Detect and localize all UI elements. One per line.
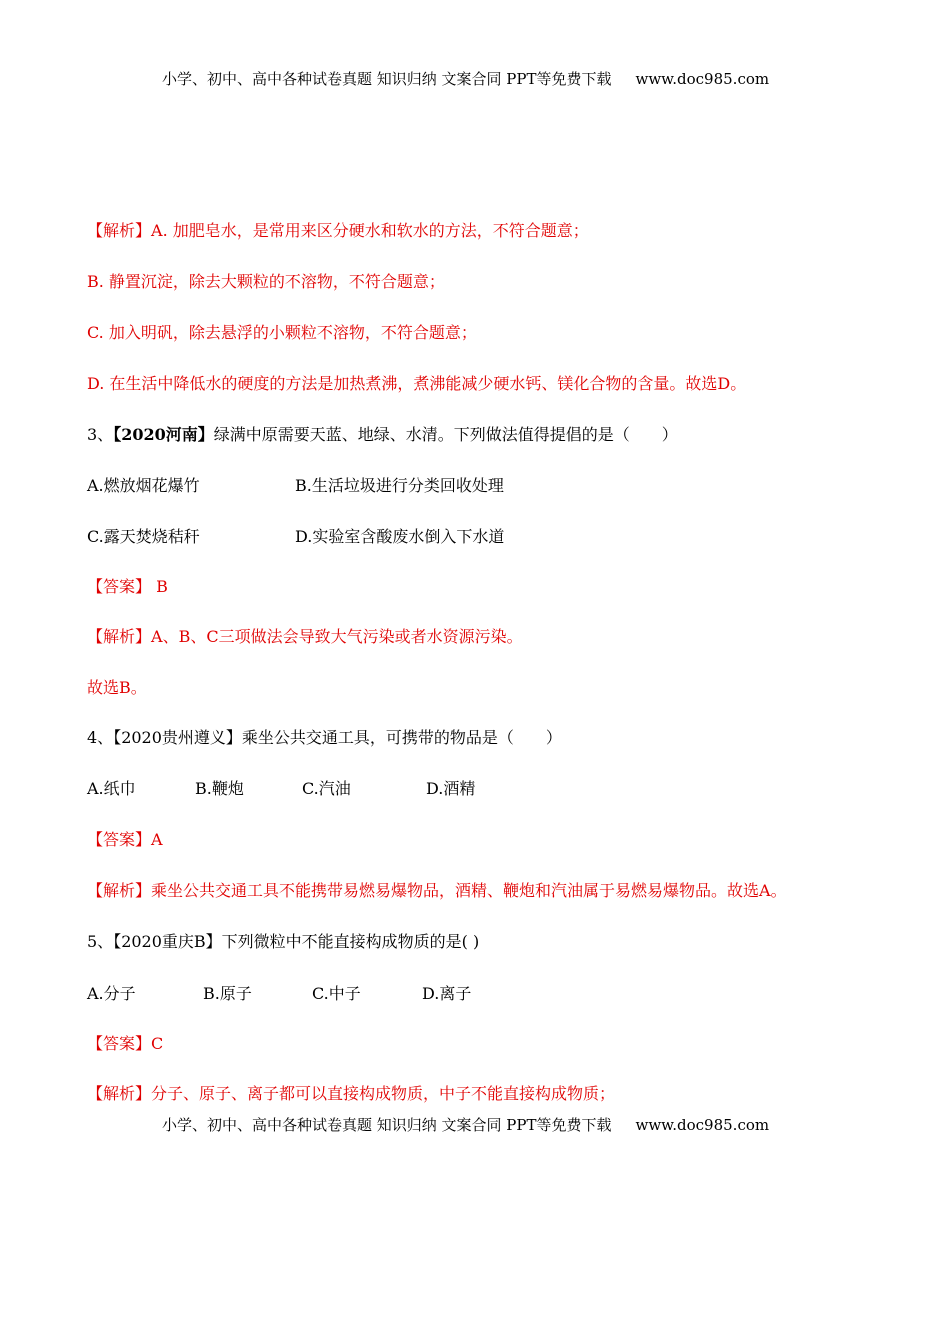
q4-stem: 4、【2020贵州遵义】乘坐公共交通工具，可携带的物品是（ ）	[87, 728, 562, 747]
q3-stem: 3、【2020河南】绿满中原需要天蓝、地绿、水清。下列做法值得提倡的是（ ）	[87, 425, 678, 444]
page-footer	[162, 1115, 769, 1135]
q4-analysis: 【解析】乘坐公共交通工具不能携带易燃易爆物品，酒精、鞭炮和汽油属于易燃易爆物品。故选A。	[87, 881, 787, 900]
q3-answer: 【答案】 B	[87, 577, 168, 596]
q3-source-tag: 【2020河南】	[113, 425, 214, 444]
q3-options-row1	[87, 476, 504, 496]
q4-option-d: D.酒精	[426, 779, 476, 798]
footer-text: 小学、初中、高中各种试卷真题 知识归纳 文案合同 PPT等免费下载	[162, 1116, 612, 1134]
q3-option-a: A.燃放烟花爆竹	[87, 476, 200, 495]
q3-analysis: 【解析】A、B、C三项做法会导致大气污染或者水资源污染。	[87, 627, 523, 646]
q2-analysis-a: 【解析】A. 加肥皂水，是常用来区分硬水和软水的方法，不符合题意；	[87, 221, 589, 240]
q5-stem: 5、【2020重庆B】下列微粒中不能直接构成物质的是( )	[87, 932, 480, 951]
q5-answer: 【答案】C	[87, 1034, 164, 1053]
q2-analysis-b: B. 静置沉淀，除去大颗粒的不溶物，不符合题意；	[87, 272, 445, 291]
q4-source-tag: 【2020贵州遵义】	[113, 728, 242, 747]
q5-option-b: B.原子	[203, 984, 252, 1003]
q5-option-a: A.分子	[87, 984, 136, 1003]
q3-option-d: D.实验室含酸废水倒入下水道	[295, 527, 505, 546]
q4-option-a: A.纸巾	[87, 779, 136, 798]
analysis-tag: 【解析】	[87, 221, 152, 240]
footer-url[interactable]: www.doc985.com	[635, 1116, 770, 1134]
q5-source-tag: 【2020重庆B】	[113, 932, 222, 951]
q5-analysis: 【解析】分子、原子、离子都可以直接构成物质，中子不能直接构成物质；	[87, 1084, 616, 1103]
q5-option-d: D.离子	[422, 984, 472, 1003]
q5-option-c: C.中子	[312, 984, 361, 1003]
q4-option-c: C.汽油	[302, 779, 351, 798]
header-text: 小学、初中、高中各种试卷真题 知识归纳 文案合同 PPT等免费下载	[162, 70, 612, 88]
q3-conclusion: 故选B。	[87, 678, 147, 697]
q4-option-b: B.鞭炮	[195, 779, 244, 798]
header-url[interactable]: www.doc985.com	[635, 70, 770, 88]
q2-analysis-d: D. 在生活中降低水的硬度的方法是加热煮沸，煮沸能减少硬水钙、镁化合物的含量。故选D。	[87, 374, 747, 393]
q3-option-b: B.生活垃圾进行分类回收处理	[295, 476, 504, 495]
q4-answer: 【答案】A	[87, 830, 163, 849]
q3-option-c: C.露天焚烧秸秆	[87, 527, 200, 546]
q4-options	[87, 779, 475, 799]
page-header	[162, 69, 769, 89]
q3-options-row2	[87, 527, 504, 547]
q5-options	[87, 984, 471, 1004]
q2-analysis-c: C. 加入明矾，除去悬浮的小颗粒不溶物，不符合题意；	[87, 323, 477, 342]
